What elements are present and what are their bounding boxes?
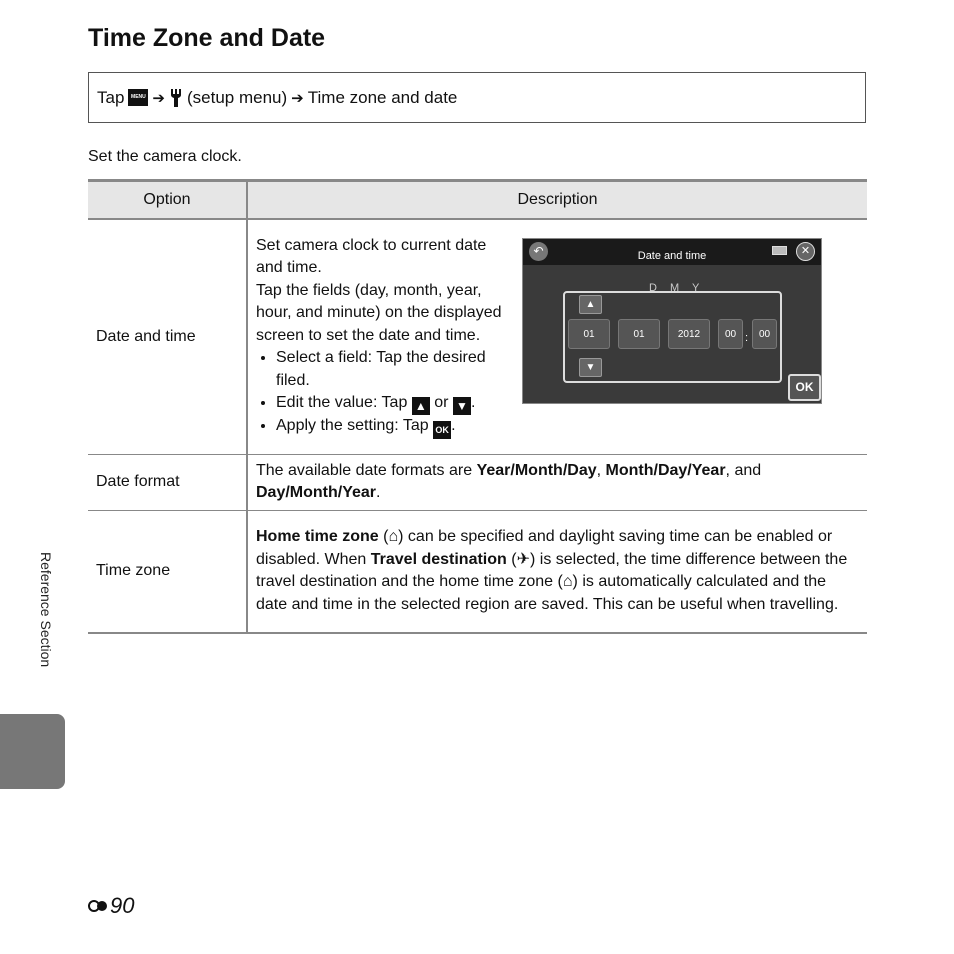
option-date-and-time: Date and time	[88, 219, 247, 454]
page-number-value: 90	[110, 893, 135, 918]
month-field[interactable]: 01	[618, 319, 660, 349]
intro-text: Set the camera clock.	[88, 148, 242, 165]
reference-icon	[88, 898, 108, 914]
table-row	[88, 219, 867, 454]
bullet-item: • Select a field: Tap the desired filed.	[276, 347, 514, 392]
menu-path-box	[88, 72, 866, 123]
arrow-right-icon: ➔	[152, 89, 165, 107]
table-row	[88, 510, 867, 633]
menu-destination: Time zone and date	[307, 87, 458, 107]
arrow-right-icon: ➔	[291, 89, 304, 107]
down-arrow-icon: ▼	[453, 397, 471, 415]
bullet-item	[276, 392, 514, 415]
day-field[interactable]: 01	[568, 319, 610, 349]
time-separator: :	[745, 331, 749, 344]
wrench-icon	[169, 89, 183, 107]
table-header	[88, 181, 867, 220]
hour-field[interactable]: 00	[718, 319, 743, 349]
option-date-format: Date format	[88, 454, 247, 510]
camera-screen	[522, 238, 822, 404]
description-date-and-time	[247, 219, 867, 454]
travel-destination-label: Travel destination	[370, 550, 507, 568]
desc-text: ,	[596, 461, 602, 479]
bullet-text: or	[434, 394, 449, 411]
bullet-list	[256, 347, 514, 439]
page-title: Time Zone and Date	[88, 24, 326, 52]
close-icon[interactable]: ✕	[796, 242, 815, 261]
bullet-item	[276, 415, 514, 439]
description-date-format	[247, 454, 867, 510]
ok-button[interactable]: OK	[788, 374, 821, 401]
section-tab	[0, 714, 65, 789]
setup-menu-label: (setup menu)	[187, 87, 288, 107]
minute-field[interactable]: 00	[752, 319, 777, 349]
table-row	[88, 454, 867, 510]
bullet-text: .	[451, 417, 456, 434]
section-side-label: Reference Section	[38, 552, 54, 668]
desc-text: The available date formats are	[256, 461, 473, 479]
battery-icon	[772, 246, 787, 255]
desc-text: is selected, the time difference between the travel destination and the home time zone	[256, 550, 848, 591]
bullet-text: .	[470, 394, 476, 411]
desc-text: , and	[725, 461, 762, 479]
bullet-text: Apply the setting: Tap	[276, 417, 429, 434]
desc-text: is automatically calculated and the date and time in the selected region are saved. This can be useful when travelling.	[256, 573, 839, 613]
increment-button[interactable]: ▲	[579, 295, 602, 314]
bullet-text: Edit the value: Tap	[276, 394, 408, 411]
tap-label: Tap	[97, 87, 125, 107]
home-time-zone-label: Home time zone	[256, 528, 379, 546]
format-ymd: Year/Month/Day	[476, 461, 597, 479]
back-icon[interactable]: ↶	[529, 242, 548, 261]
home-icon: ⌂	[562, 573, 573, 591]
year-field[interactable]: 2012	[668, 319, 710, 349]
format-dmy: Day/Month/Year	[256, 484, 377, 501]
option-time-zone: Time zone	[88, 510, 247, 633]
date-order-label: D M Y	[649, 281, 705, 294]
page-number	[88, 893, 134, 919]
options-table	[88, 179, 867, 634]
home-icon: ⌂	[388, 528, 399, 546]
header-option: Option	[88, 181, 247, 220]
desc-text: can be specified and daylight saving time can be enabled or disabled. When	[256, 528, 833, 568]
desc-line: Tap the fields (day, month, year, hour, and minute) on the displayed screen to set the date and time.	[256, 281, 502, 344]
up-arrow-icon: ▲	[412, 397, 430, 415]
description-time-zone: Home time zone (⌂) can be specified and daylight saving time can be enabled or disabled. When Travel destination (✈) is selected, the time difference between the travel destination and the home time zone (⌂) is automatically calculated and the date and time in the selected region are saved. This can be useful when travelling.	[247, 510, 867, 633]
decrement-button[interactable]: ▼	[579, 358, 602, 377]
format-mdy: Month/Day/Year	[605, 461, 726, 479]
desc-text: .	[376, 484, 381, 501]
menu-icon: MENU	[128, 89, 148, 106]
ok-icon: OK	[433, 421, 451, 439]
header-description: Description	[247, 181, 867, 220]
airplane-icon: ✈	[516, 550, 530, 568]
desc-line: Set camera clock to current date and time.	[256, 236, 487, 276]
screen-title: Date and time	[637, 249, 707, 262]
